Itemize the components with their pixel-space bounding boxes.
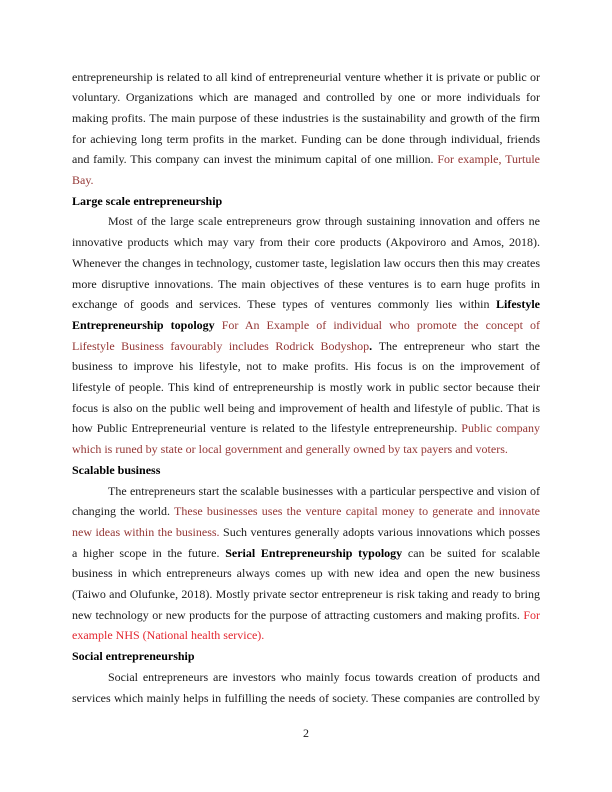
bold-text-run: .	[369, 338, 379, 353]
text-run: The entrepreneur who start the	[378, 338, 540, 353]
section-heading	[72, 646, 540, 667]
text-run: for achieving long term profits in the market. Funding can be done through individual, friends	[72, 131, 540, 146]
text-run: entrepreneurship is related to all kind of entrepreneurial venture whether it is private or public or	[72, 69, 540, 84]
highlighted-text-run: For An Example of individual who promote the concept of	[221, 317, 541, 332]
text-run: business in which entrepreneurs always comes up with new idea and open the new business	[72, 566, 540, 581]
text-line	[72, 67, 540, 88]
bold-text-run: Social entrepreneurship	[72, 649, 195, 664]
highlighted-text-run: Bay.	[72, 173, 94, 187]
text-run: changing the world.	[72, 504, 175, 519]
text-run: how Public Entrepreneurial venture is related to the lifestyle entrepreneurship.	[72, 421, 462, 436]
text-run: more disruptive innovations. The main objectives of these ventures is to earn huge profits in	[72, 276, 540, 291]
text-line	[72, 439, 540, 460]
text-run: making profits. The main purpose of these industries is the sustainability and growth of the firm	[72, 110, 540, 125]
text-line	[72, 129, 540, 150]
text-run: exchange of goods and services. These types of ventures commonly lies within	[72, 297, 496, 312]
text-run: Most of the large scale entrepreneurs grow through sustaining innovation and offers ne	[108, 214, 540, 229]
text-line	[72, 481, 540, 502]
text-run: (Taiwo and Olufunke, 2018). Mostly private sector entrepreneur is risk taking and ready to bring	[72, 587, 540, 601]
text-line	[72, 398, 540, 419]
bold-text-run: Lifestyle	[496, 297, 540, 312]
text-line	[72, 522, 540, 543]
text-line	[72, 543, 540, 564]
text-line	[72, 232, 540, 253]
text-line	[72, 211, 540, 232]
text-run: voluntary. Organizations which are managed and controlled by one or more individuals for	[72, 90, 540, 105]
text-line	[72, 274, 540, 295]
text-line	[72, 377, 540, 398]
text-run: Whenever the changes in technology, customer taste, legislation law occurs then this may creates	[72, 255, 540, 270]
bold-text-run: Scalable business	[72, 462, 161, 477]
text-line	[72, 294, 540, 315]
bold-text-run: Large scale entrepreneurship	[72, 193, 223, 208]
highlighted-text-run: Public company	[461, 421, 540, 436]
page-number: 2	[303, 726, 309, 740]
text-line	[72, 584, 540, 605]
text-line	[72, 625, 540, 646]
text-line	[72, 87, 540, 108]
text-run: Social entrepreneurs are investors who mainly focus towards creation of products and	[108, 669, 540, 684]
text-line	[72, 418, 540, 439]
text-run: business to improve his lifestyle, not to make profits. His focus is on the improvement of	[72, 359, 540, 374]
text-line	[72, 501, 540, 522]
text-run: The entrepreneurs start the scalable businesses with a particular perspective and vision of	[108, 483, 540, 498]
text-line	[72, 170, 540, 191]
red-example-text-run: example NHS (National health service).	[72, 628, 265, 643]
text-line	[72, 605, 540, 626]
text-line	[72, 253, 540, 274]
text-run: and family. This company can invest the minimum capital of one million.	[72, 152, 438, 167]
highlighted-text-run: which is runed by state or local government and generally owned by tax payers and voters.	[72, 442, 508, 457]
text-line	[72, 336, 540, 357]
text-line	[72, 356, 540, 377]
text-run: new technology or new products for the purpose of attracting customers and making profits.	[72, 607, 524, 622]
text-line	[72, 563, 540, 584]
highlighted-text-run: new ideas within the business.	[72, 524, 220, 539]
text-run: services which mainly helps in fulfilling the needs of society. These companies are controlled by	[72, 690, 540, 705]
highlighted-text-run: For example, Turtule	[437, 152, 541, 167]
text-line	[72, 688, 540, 709]
highlighted-text-run: Lifestyle Business favourably includes Rodrick Bodyshop	[72, 338, 370, 353]
section-heading	[72, 191, 540, 212]
text-run: Such ventures generally adopts various innovations which posses	[219, 524, 540, 539]
text-run: focus is also on the public well being and improvement of health and lifestyle of public. That is	[72, 400, 540, 415]
text-line	[72, 667, 540, 688]
text-line	[72, 149, 540, 170]
text-run: innovative products which may vary from their core products (Akpoviroro and Amos, 2018).	[72, 235, 540, 250]
text-line	[72, 315, 540, 336]
section-heading	[72, 460, 540, 481]
bold-text-run: Entrepreneurship topology	[72, 317, 222, 332]
text-run: a higher scope in the future.	[72, 545, 226, 560]
red-example-text-run: For	[523, 607, 540, 622]
text-line	[72, 108, 540, 129]
bold-text-run: Serial Entrepreneurship typology	[225, 545, 403, 560]
text-run: can be suited for scalable	[402, 545, 540, 560]
highlighted-text-run: These businesses uses the venture capital money to generate and innovate	[174, 504, 540, 519]
text-run: lifestyle of people. This kind of entrepreneurship is mostly work in public sector because their	[72, 380, 540, 394]
